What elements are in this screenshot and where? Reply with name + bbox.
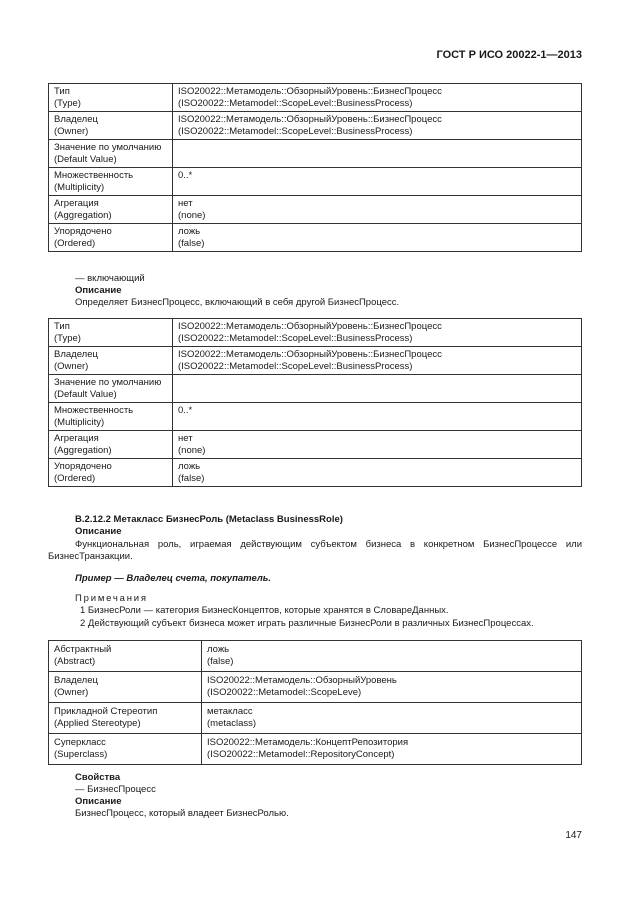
table-row [49,459,582,487]
note-item: 2 Действующий субъект бизнеса может играть различные БизнесРоли в различных БизнесПроцессах. [80,618,534,629]
example-text: Пример — Владелец счета, покупатель. [75,573,272,584]
document-header: ГОСТ Р ИСО 20022-1—2013 [436,49,582,61]
property-name-cell: Агрегация (Aggregation) [49,431,173,459]
property-name-cell: Суперкласс (Superclass) [49,734,202,765]
property-name-cell: Прикладной Стереотип (Applied Stereotype) [49,703,202,734]
property-value-cell: нет (none) [173,431,582,459]
property-name-cell: Упорядочено (Ordered) [49,224,173,252]
description-title: Описание [75,285,122,296]
property-value-cell: нет (none) [173,196,582,224]
property-name-cell: Значение по умолчанию (Default Value) [49,140,173,168]
table-row [49,375,582,403]
property-name-cell: Множественность (Multiplicity) [49,168,173,196]
property-name-cell: Владелец (Owner) [49,347,173,375]
property-value-cell: ложь (false) [202,641,582,672]
properties-title: Свойства [75,772,121,783]
table-row [49,140,582,168]
property-value-cell: ISO20022::Метамодель::ОбзорныйУровень::БизнесПроцесс (ISO20022::Metamodel::ScopeLevel::BusinessProcess) [173,84,582,112]
description-text: Определяет БизнесПроцесс, включающий в себя другой БизнесПроцесс. [75,297,400,308]
table-row [49,347,582,375]
table-row [49,319,582,347]
table-row [49,403,582,431]
property-name-cell: Агрегация (Aggregation) [49,196,173,224]
property-value-cell: ложь (false) [173,459,582,487]
property-name-cell: Владелец (Owner) [49,112,173,140]
property-value-cell: ISO20022::Метамодель::КонцептРепозитория (ISO20022::Metamodel::RepositoryConcept) [202,734,582,765]
property-name-cell: Тип (Type) [49,84,173,112]
table-row [49,224,582,252]
property-value-cell: ISO20022::Метамодель::ОбзорныйУровень::БизнесПроцесс (ISO20022::Metamodel::ScopeLevel::BusinessProcess) [173,347,582,375]
table-row [49,112,582,140]
note-item: 1 БизнесРоли — категория БизнесКонцептов, которые хранятся в СловареДанных. [80,605,449,616]
property-item: — включающий [75,273,145,284]
table-row [49,641,582,672]
table-row [49,703,582,734]
attribute-table-3 [48,640,582,765]
description-text: Функциональная роль, играемая действующим субъектом бизнеса в конкретном БизнесПроцессе или БизнесТранзакции. [48,539,582,562]
table-row [49,431,582,459]
description-title: Описание [75,796,122,807]
property-name-cell: Владелец (Owner) [49,672,202,703]
property-value-cell [173,375,582,403]
property-name-cell: Абстрактный (Abstract) [49,641,202,672]
property-name-cell: Значение по умолчанию (Default Value) [49,375,173,403]
table-row [49,734,582,765]
property-name-cell: Тип (Type) [49,319,173,347]
table-row [49,168,582,196]
table-row [49,196,582,224]
property-value-cell: ложь (false) [173,224,582,252]
attribute-table-1 [48,83,582,252]
property-value-cell: 0..* [173,403,582,431]
property-value-cell: метакласс (metaclass) [202,703,582,734]
property-value-cell [173,140,582,168]
section-heading: B.2.12.2 Метакласс БизнесРоль (Metaclass BusinessRole) [75,514,343,525]
table-row [49,672,582,703]
property-name-cell: Множественность (Multiplicity) [49,403,173,431]
property-name-cell: Упорядочено (Ordered) [49,459,173,487]
property-value-cell: ISO20022::Метамодель::ОбзорныйУровень::БизнесПроцесс (ISO20022::Metamodel::ScopeLevel::BusinessProcess) [173,112,582,140]
property-item: — БизнесПроцесс [75,784,156,795]
property-value-cell: ISO20022::Метамодель::ОбзорныйУровень (ISO20022::Metamodel::ScopeLeve) [202,672,582,703]
description-text: БизнесПроцесс, который владеет БизнесРолью. [75,808,289,819]
property-value-cell: 0..* [173,168,582,196]
description-title: Описание [75,526,122,537]
attribute-table-2 [48,318,582,487]
property-value-cell: ISO20022::Метамодель::ОбзорныйУровень::БизнесПроцесс (ISO20022::Metamodel::ScopeLevel::BusinessProcess) [173,319,582,347]
notes-title: Примечания [75,593,148,604]
table-row [49,84,582,112]
page-number: 147 [565,830,582,841]
